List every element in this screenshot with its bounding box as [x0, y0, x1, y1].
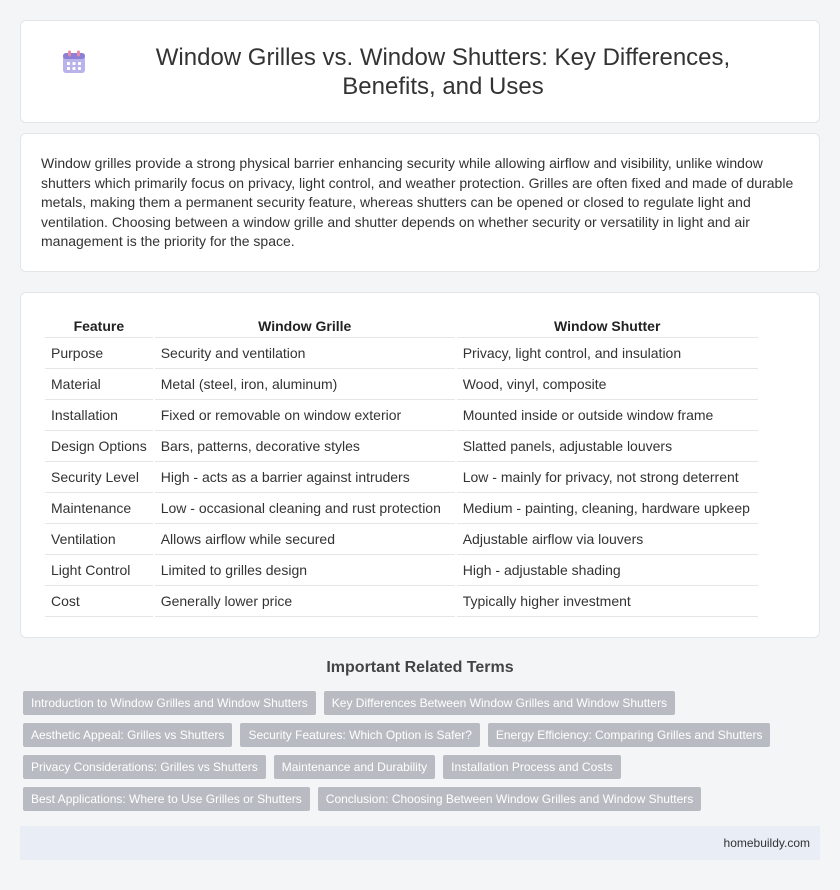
- related-term-tag[interactable]: Energy Efficiency: Comparing Grilles and Shutters: [488, 723, 771, 747]
- table-cell: Material: [44, 368, 154, 399]
- tag-row: [23, 691, 823, 715]
- related-term-tag[interactable]: Privacy Considerations: Grilles vs Shutters: [23, 755, 266, 779]
- title-wrap: [61, 43, 779, 101]
- table-row: [44, 399, 758, 430]
- footer: [20, 826, 820, 860]
- table-cell: Limited to grilles design: [154, 554, 456, 585]
- table-cell: Privacy, light control, and insulation: [456, 337, 758, 368]
- table-cell: Maintenance: [44, 492, 154, 523]
- tag-row: [23, 723, 823, 747]
- table-row: [44, 585, 758, 616]
- title-card: [20, 20, 820, 123]
- table-row: [44, 554, 758, 585]
- related-term-tag[interactable]: Conclusion: Choosing Between Window Grilles and Window Shutters: [318, 787, 702, 811]
- related-term-tag[interactable]: Introduction to Window Grilles and Window Shutters: [23, 691, 316, 715]
- table-cell: Security and ventilation: [154, 337, 456, 368]
- related-terms-list: [23, 691, 823, 819]
- table-cell: Fixed or removable on window exterior: [154, 399, 456, 430]
- table-cell: High - adjustable shading: [456, 554, 758, 585]
- table-cell: Low - occasional cleaning and rust protection: [154, 492, 456, 523]
- intro-paragraph: Window grilles provide a strong physical barrier enhancing security while allowing airflow and visibility, unlike window shutters which primarily focus on privacy, light control, and weather protection. Grilles are often fixed and made of durable metals, making them a permanent security feature, whereas shutters can be opened or closed to regulate light and ventilation. Choosing between a window grille and shutter depends on whether security or versatility in light and air management is the priority for the space.: [41, 155, 794, 249]
- table-cell: Wood, vinyl, composite: [456, 368, 758, 399]
- header-feature: Feature: [44, 315, 154, 337]
- table-cell: Allows airflow while secured: [154, 523, 456, 554]
- table-cell: Typically higher investment: [456, 585, 758, 616]
- table-row: [44, 461, 758, 492]
- table-row: [44, 368, 758, 399]
- table-row: [44, 492, 758, 523]
- table-row: [44, 523, 758, 554]
- table-cell: Purpose: [44, 337, 154, 368]
- table-cell: Ventilation: [44, 523, 154, 554]
- calendar-icon: [61, 49, 87, 75]
- related-term-tag[interactable]: Maintenance and Durability: [274, 755, 435, 779]
- footer-site-link[interactable]: homebuildy.com: [723, 836, 810, 850]
- page-title: Window Grilles vs. Window Shutters: Key Differences, Benefits, and Uses: [155, 43, 731, 100]
- table-cell: Generally lower price: [154, 585, 456, 616]
- table-cell: Bars, patterns, decorative styles: [154, 430, 456, 461]
- related-term-tag[interactable]: Best Applications: Where to Use Grilles or Shutters: [23, 787, 310, 811]
- table-cell: Mounted inside or outside window frame: [456, 399, 758, 430]
- header-window-grille: Window Grille: [154, 315, 456, 337]
- table-row: [44, 430, 758, 461]
- tag-row: [23, 755, 823, 779]
- table-cell: Installation: [44, 399, 154, 430]
- table-cell: Adjustable airflow via louvers: [456, 523, 758, 554]
- table-cell: Design Options: [44, 430, 154, 461]
- table-cell: Medium - painting, cleaning, hardware upkeep: [456, 492, 758, 523]
- related-term-tag[interactable]: Aesthetic Appeal: Grilles vs Shutters: [23, 723, 232, 747]
- comparison-card: [20, 292, 820, 638]
- related-term-tag[interactable]: Security Features: Which Option is Safer?: [240, 723, 479, 747]
- table-cell: High - acts as a barrier against intruders: [154, 461, 456, 492]
- related-term-tag[interactable]: Key Differences Between Window Grilles and Window Shutters: [324, 691, 675, 715]
- table-cell: Slatted panels, adjustable louvers: [456, 430, 758, 461]
- header-window-shutter: Window Shutter: [456, 315, 758, 337]
- table-cell: Security Level: [44, 461, 154, 492]
- table-cell: Cost: [44, 585, 154, 616]
- tag-row: [23, 787, 823, 811]
- related-term-tag[interactable]: Installation Process and Costs: [443, 755, 620, 779]
- comparison-table: [43, 315, 758, 617]
- table-row: [44, 337, 758, 368]
- table-cell: Metal (steel, iron, aluminum): [154, 368, 456, 399]
- table-header-row: [44, 315, 758, 337]
- related-terms-title: Important Related Terms: [326, 659, 514, 676]
- intro-card: [20, 133, 820, 272]
- table-cell: Light Control: [44, 554, 154, 585]
- table-cell: Low - mainly for privacy, not strong deterrent: [456, 461, 758, 492]
